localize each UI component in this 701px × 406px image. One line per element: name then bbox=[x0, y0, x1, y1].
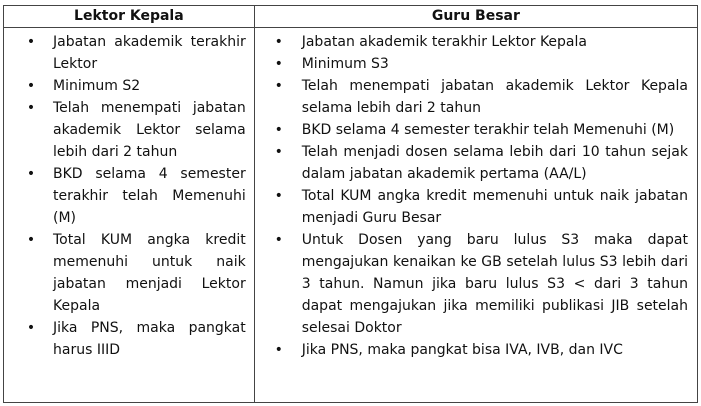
list-item bbox=[256, 31, 696, 53]
content-row bbox=[4, 28, 698, 403]
list-item-text: Jika PNS, maka pangkat bisa IVA, IVB, dan IVC bbox=[301, 342, 623, 358]
bullet-icon: • bbox=[26, 78, 36, 94]
bullet-icon: • bbox=[274, 34, 283, 50]
list-item bbox=[5, 31, 253, 75]
list-item-text: BKD selama 4 semester terakhir telah Memenuhi (M) bbox=[301, 122, 675, 138]
list-item bbox=[256, 185, 696, 229]
list-item-text: Jabatan akademik terakhir Lektor Kepala bbox=[301, 34, 587, 50]
list-item bbox=[256, 339, 696, 361]
list-item-text: Telah menempati jabatan akademik Lektor Kepala selama lebih dari 2 tahun bbox=[301, 78, 688, 116]
list-item-text: Minimum S3 bbox=[301, 56, 389, 72]
lektor-kepala-list bbox=[5, 29, 253, 361]
list-item-text: Untuk Dosen yang baru lulus S3 maka dapat mengajukan kenaikan ke GB setelah lulus S3 lebih dari 3 tahun. Namun jika baru lulus S3 < dari 3 tahun dapat mengajukan jika memiliki publikasi JIB setelah selesai Doktor bbox=[301, 232, 688, 336]
list-item bbox=[5, 229, 253, 317]
list-item-text: Telah menjadi dosen selama lebih dari 10 tahun sejak dalam jabatan akademik pertama (AA/L) bbox=[301, 144, 688, 182]
list-item bbox=[5, 317, 253, 361]
bullet-icon: • bbox=[26, 166, 36, 182]
bullet-icon: • bbox=[26, 100, 36, 116]
bullet-icon: • bbox=[26, 34, 36, 50]
list-item bbox=[256, 119, 696, 141]
lektor-kepala-cell bbox=[4, 28, 255, 403]
list-item bbox=[256, 141, 696, 185]
list-item bbox=[5, 75, 253, 97]
bullet-icon: • bbox=[274, 56, 283, 72]
list-item-text: Minimum S2 bbox=[53, 78, 141, 94]
bullet-icon: • bbox=[274, 122, 283, 138]
bullet-icon: • bbox=[274, 188, 283, 204]
header-guru-besar: Guru Besar bbox=[254, 6, 697, 28]
list-item bbox=[5, 97, 253, 163]
list-item-text: BKD selama 4 semester terakhir telah Memenuhi (M) bbox=[53, 166, 246, 226]
list-item-text: Total KUM angka kredit memenuhi untuk naik jabatan menjadi Guru Besar bbox=[301, 188, 688, 226]
header-row bbox=[4, 6, 698, 28]
bullet-icon: • bbox=[274, 232, 283, 248]
bullet-icon: • bbox=[274, 78, 283, 94]
guru-besar-cell bbox=[254, 28, 697, 403]
bullet-icon: • bbox=[26, 232, 36, 248]
guru-besar-list bbox=[256, 29, 696, 361]
list-item-text: Telah menempati jabatan akademik Lektor selama lebih dari 2 tahun bbox=[53, 100, 246, 160]
list-item bbox=[256, 53, 696, 75]
bullet-icon: • bbox=[26, 320, 36, 336]
list-item-text: Total KUM angka kredit memenuhi untuk naik jabatan menjadi Lektor Kepala bbox=[53, 232, 246, 314]
list-item bbox=[256, 75, 696, 119]
list-item-text: Jabatan akademik terakhir Lektor bbox=[53, 34, 246, 72]
header-lektor-kepala: Lektor Kepala bbox=[4, 6, 255, 28]
list-item bbox=[256, 229, 696, 339]
list-item-text: Jika PNS, maka pangkat harus IIID bbox=[53, 320, 246, 358]
list-item bbox=[5, 163, 253, 229]
requirements-table bbox=[3, 5, 698, 403]
bullet-icon: • bbox=[274, 342, 283, 358]
bullet-icon: • bbox=[274, 144, 283, 160]
